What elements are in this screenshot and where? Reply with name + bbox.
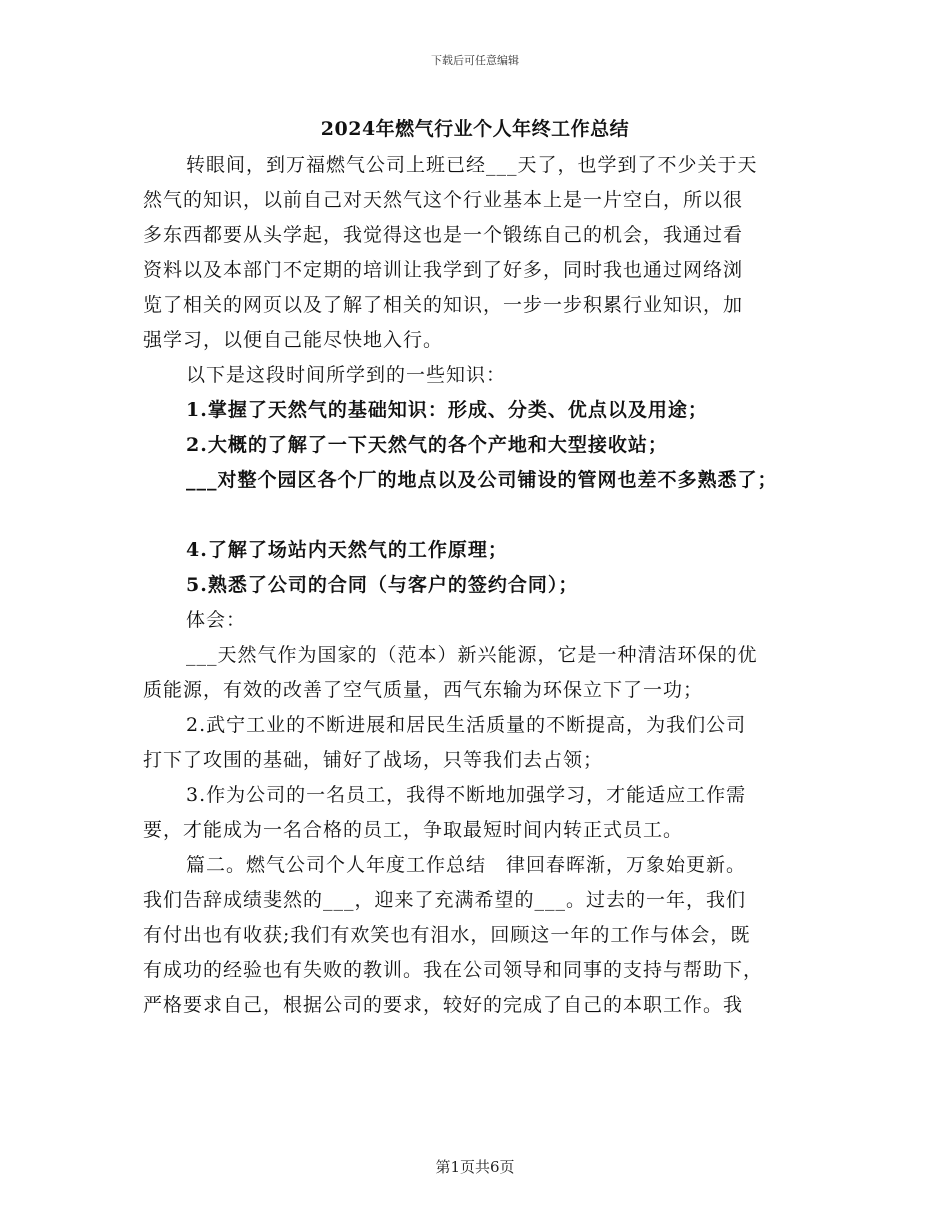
- knowledge-item: 5.熟悉了公司的合同（与客户的签约合同）；: [186, 574, 579, 596]
- experience-line: ___天然气作为国家的（范本）新兴能源，它是一种清洁环保的优: [186, 644, 758, 666]
- intro-line: 转眼间，到万福燃气公司上班已经___天了，也学到了不少关于天: [186, 154, 758, 176]
- document-title: 2024年燃气行业个人年终工作总结: [320, 118, 630, 140]
- experience-line: 3.作为公司的一名员工，我得不断地加强学习，才能适应工作需: [186, 784, 747, 806]
- part-two-line: 有成功的经验也有失败的教训。我在公司领导和同事的支持与帮助下，: [143, 959, 764, 981]
- knowledge-item: 2.大概的了解了一下天然气的各个产地和大型接收站；: [186, 434, 668, 456]
- part-two-line: 有付出也有收获;我们有欢笑也有泪水，回顾这一年的工作与体会，既: [143, 924, 751, 946]
- experience-line: 2.武宁工业的不断进展和居民生活质量的不断提高，为我们公司: [186, 714, 747, 736]
- knowledge-item: 1.掌握了天然气的基础知识：形成、分类、优点以及用途；: [186, 399, 708, 421]
- experience-label: 体会：: [186, 609, 247, 631]
- document-body: [143, 148, 813, 1023]
- intro-line: 览了相关的网页以及了解了相关的知识，一步一步积累行业知识，加: [143, 294, 744, 316]
- intro-line: 资料以及本部门不定期的培训让我学到了好多，同时我也通过网络浏: [143, 259, 744, 281]
- intro-line: 强学习，以便自己能尽快地入行。: [143, 329, 444, 351]
- part-two-line: 严格要求自己，根据公司的要求，较好的完成了自己的本职工作。我: [143, 994, 744, 1016]
- blank-spacer: [143, 498, 813, 533]
- part-two-line: 篇二。燃气公司个人年度工作总结 律回春晖渐，万象始更新。: [186, 854, 747, 876]
- experience-line: 质能源，有效的改善了空气质量，西气东输为环保立下了一功；: [143, 679, 704, 701]
- knowledge-item: 4.了解了场站内天然气的工作原理；: [186, 539, 508, 561]
- experience-line: 要，才能成为一名合格的员工，争取最短时间内转正式员工。: [143, 819, 684, 841]
- intro-line: 多东西都要从头学起，我觉得这也是一个锻练自己的机会，我通过看: [143, 224, 744, 246]
- intro-line: 然气的知识，以前自己对天然气这个行业基本上是一片空白，所以很: [143, 189, 744, 211]
- knowledge-intro: 以下是这段时间所学到的一些知识：: [186, 364, 507, 386]
- page-header-note: 下载后可任意编辑: [431, 54, 519, 67]
- part-two-line: 我们告辞成绩斐然的___，迎来了充满希望的___。过去的一年，我们: [143, 889, 747, 911]
- page-footer-number: 第1页共6页: [435, 1158, 515, 1176]
- knowledge-item: ___对整个园区各个厂的地点以及公司铺设的管网也差不多熟悉了；: [186, 469, 778, 491]
- experience-line: 打下了攻围的基础，铺好了战场，只等我们去占领；: [143, 749, 604, 771]
